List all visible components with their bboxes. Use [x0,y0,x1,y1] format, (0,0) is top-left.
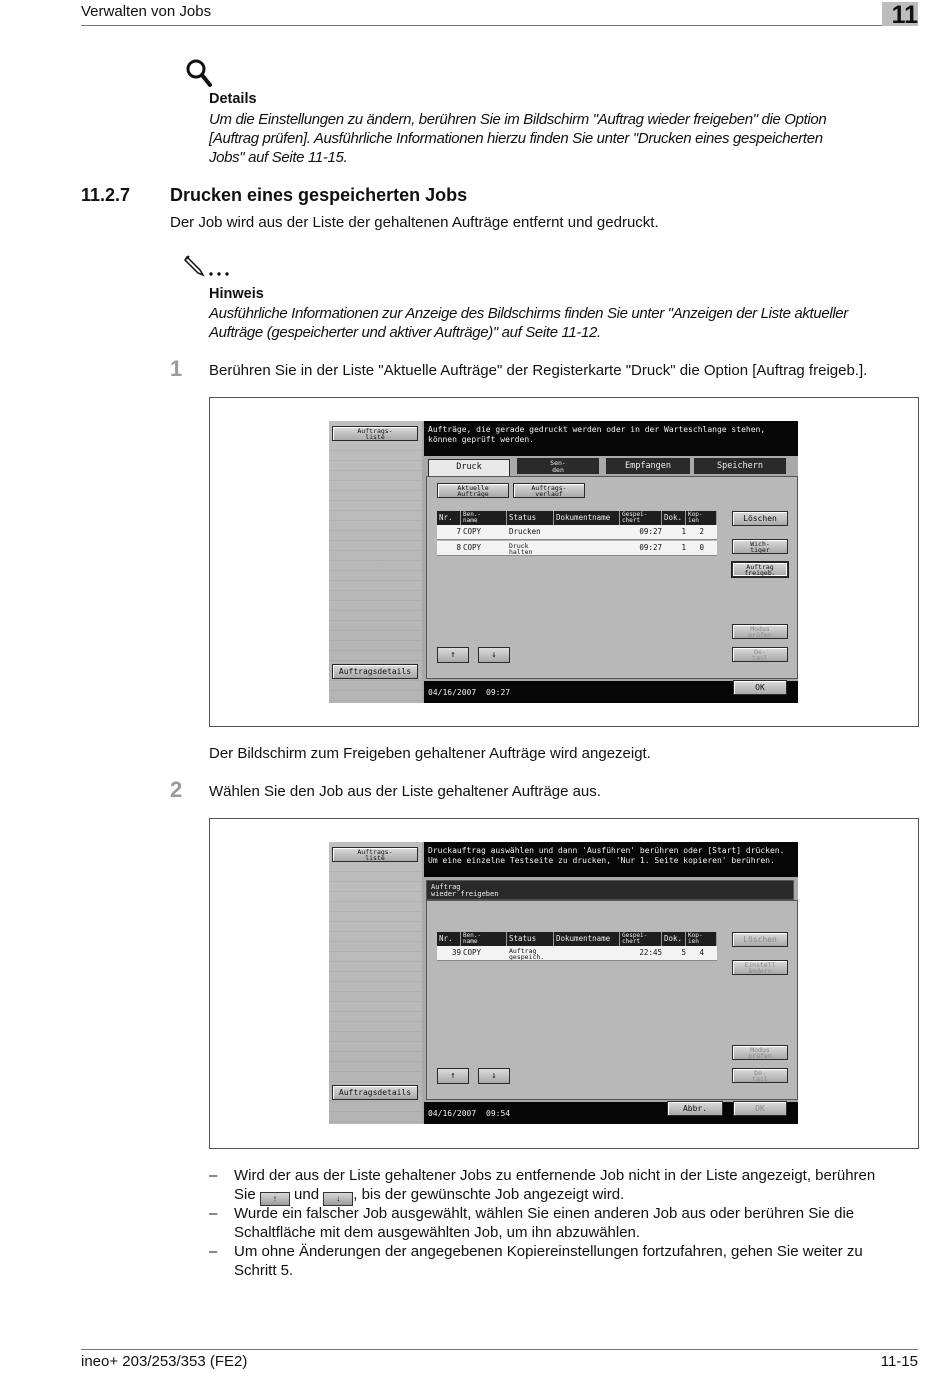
col-status: Status [507,932,554,946]
cell-status: Auftrag gespeich. [509,947,545,960]
job-history-subtab[interactable]: Auftrags- verlauf [513,483,585,498]
cell-document [554,946,620,960]
screen-status-bar [424,681,723,703]
cell-document [554,525,620,539]
header-rule [81,25,918,26]
cell-document [554,541,620,555]
pencil-note-icon [184,253,234,277]
cell-nr: 7 [456,527,461,536]
step-number: 2 [170,777,183,802]
details-line: [Auftrag prüfen]. Ausführliche Informationen hierzu finden Sie unter "Drucken eines gespeicherten [209,130,823,147]
cell-status: Drucken [509,527,541,536]
col-user: Ben.- name [461,932,507,946]
cell-stored: 09:27 [639,543,662,552]
bullet-word: Sie [234,1186,256,1203]
screen-message: Druckauftrag auswählen und dann 'Ausführen' berühren oder [Start] drücken. Um eine einzelne Testseite zu drucken, 'Nur 1. Seite kopieren' berühren. [424,842,798,877]
col-copies: Kop- ien [686,511,717,525]
ok-button[interactable]: OK [733,1101,787,1116]
cell-stored: 22:45 [639,948,662,957]
details-body [209,110,921,167]
col-docs: Dok. [662,932,686,946]
col-docs: Dok. [662,511,686,525]
magnifier-icon [185,58,213,88]
bullet-dash: – [209,1167,218,1184]
footer-rule [81,1349,918,1350]
running-header-title: Verwalten von Jobs [81,3,212,20]
detail-button[interactable]: De- tail [732,1068,788,1083]
bullet-line: Wurde ein falscher Job ausgewählt, wählen Sie einen anderen Job aus oder berühren Sie die [234,1205,855,1222]
bullet-line: Um ohne Änderungen der angegebenen Kopiereinstellungen fortzufahren, gehen Sie weiter zu [234,1243,863,1260]
cell-user: COPY [463,527,482,536]
cell-user: COPY [463,948,482,957]
cell-copies: 2 [699,527,704,536]
job-table-header [437,932,717,946]
tab-senden[interactable]: Sen- den [517,458,599,474]
cell-docs: 1 [681,543,686,552]
status-time: 09:27 [486,688,511,697]
tab-speichern[interactable]: Speichern [694,458,786,474]
section-intro: Der Job wird aus der Liste der gehaltenen Aufträge entfernt und gedruckt. [170,214,659,231]
bullet-word: , bis der gewünschte Job angezeigt wird. [353,1186,625,1203]
control-panel-screen [329,842,798,1124]
screen-left-panel [329,421,422,703]
details-line: Jobs" auf Seite 11-15. [209,149,348,166]
delete-button[interactable]: Löschen [732,932,788,947]
scroll-down-button[interactable]: ↓ [478,647,510,663]
up-arrow-button-icon: ↑ [260,1192,290,1206]
delete-button[interactable]: Löschen [732,511,788,526]
current-jobs-subtab[interactable]: Aktuelle Aufträge [437,483,509,498]
hint-line: Ausführliche Informationen zur Anzeige des Bildschirms finden Sie unter "Anzeigen der Liste aktueller [209,305,848,322]
bullet-dash: – [209,1205,218,1222]
job-list-button[interactable]: Auftrags- liste [332,426,418,441]
cell-nr: 8 [456,543,461,552]
cell-status: Druck halten [509,542,533,555]
col-copies: Kop- ien [686,932,717,946]
scroll-down-button[interactable]: ↓ [478,1068,510,1084]
col-stored: Gespei- chert [620,511,662,525]
change-settings-button[interactable]: Einstell ändern [732,960,788,975]
screen-message: Aufträge, die gerade gedruckt werden oder in der Warteschlange stehen, können geprüft werden. [424,421,798,456]
step-text: Wählen Sie den Job aus der Liste gehaltener Aufträge aus. [209,783,601,800]
col-document: Dokumentname [554,511,620,525]
detail-button[interactable]: De- tail [732,647,788,662]
control-panel-screen [329,421,798,703]
col-status: Status [507,511,554,525]
scroll-up-button[interactable]: ↑ [437,647,469,663]
check-mode-button[interactable]: Modus prüfen [732,1045,788,1060]
bullet-line: Schritt 5. [234,1262,294,1279]
section-number: 11.2.7 [81,185,131,205]
section-title: Drucken eines gespeicherten Jobs [170,185,468,205]
cell-copies: 4 [699,948,704,957]
job-table-header [437,511,717,525]
bullet-line: Wird der aus der Liste gehaltener Jobs zu entfernende Job nicht in der Liste angezeigt, berühren [234,1167,876,1184]
col-nr: Nr. [437,932,461,946]
bullet-line: Schaltfläche mit dem ausgewählten Job, um ihn abzuwählen. [234,1224,641,1241]
chapter-number: 11 [891,1,918,29]
bullet-item [234,1242,924,1280]
job-list-button[interactable]: Auftrags- liste [332,847,418,862]
footer-product: ineo+ 203/253/353 (FE2) [81,1353,248,1370]
job-details-button[interactable]: Auftragsdetails [332,664,418,679]
cell-user: COPY [463,543,482,552]
details-line: Um die Einstellungen zu ändern, berühren Sie im Bildschirm "Auftrag wieder freigeben" die Option [209,111,827,128]
details-title: Details [209,91,257,107]
tab-druck[interactable]: Druck [428,459,510,477]
col-nr: Nr. [437,511,461,525]
step-number: 1 [170,356,183,381]
cell-stored: 09:27 [639,527,662,536]
hint-line: Aufträge (gespeicherter und aktiver Aufträge)" auf Seite 11-12. [209,324,601,341]
col-stored: Gespei- chert [620,932,662,946]
table-row[interactable] [437,525,717,540]
job-details-button[interactable]: Auftragsdetails [332,1085,418,1100]
status-date: 04/16/2007 [428,1109,477,1118]
step-text: Berühren Sie in der Liste "Aktuelle Aufträge" der Registerkarte "Druck" die Option [Auftrag freigeb.]. [209,362,868,379]
bullet-item [234,1204,924,1242]
bullet-dash: – [209,1243,218,1260]
cell-copies: 0 [699,543,704,552]
screen-status-bar [424,1102,660,1124]
cell-docs: 5 [681,948,686,957]
bullet-word: und [294,1186,320,1203]
release-job-button[interactable]: Auftrag freigeb. [732,562,788,577]
table-row[interactable] [437,946,717,961]
status-date: 04/16/2007 [428,688,477,697]
check-mode-button[interactable]: Modus prüfen [732,624,788,639]
screen-left-panel [329,842,422,1124]
down-arrow-button-icon: ↓ [323,1192,353,1206]
cell-nr: 39 [451,948,461,957]
release-screen-header: Auftrag wieder freigeben [426,880,794,900]
table-row[interactable] [437,541,717,556]
hint-title: Hinweis [209,286,264,302]
priority-button[interactable]: Wich- tiger [732,539,788,554]
abort-button[interactable]: Abbr. [667,1101,723,1116]
tab-empfangen[interactable]: Empfangen [606,458,690,474]
col-document: Dokumentname [554,932,620,946]
bullet-item [234,1166,924,1206]
bullet-line [234,1185,924,1206]
col-user: Ben.- name [461,511,507,525]
hint-body [209,304,921,342]
status-time: 09:54 [486,1109,511,1118]
ok-button[interactable]: OK [733,680,787,695]
scroll-up-button[interactable]: ↑ [437,1068,469,1084]
cell-docs: 1 [681,527,686,536]
footer-page-number: 11-15 [880,1353,918,1370]
step-result-text: Der Bildschirm zum Freigeben gehaltener Aufträge wird angezeigt. [209,745,651,762]
